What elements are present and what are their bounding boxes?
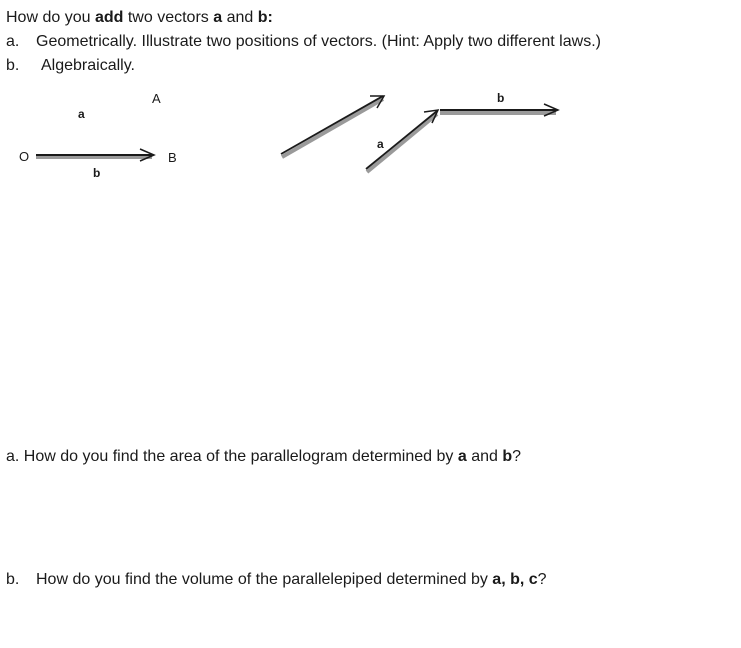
q2b-end: ? <box>537 571 547 588</box>
q2b-text: How do you find the volume of the parallelepiped determined by <box>36 571 488 588</box>
right-vector-diagonal-long <box>281 96 384 157</box>
question-2b <box>6 570 547 590</box>
q2a-bold-b: b <box>502 448 513 465</box>
q1a-text: Geometrically. Illustrate two positions of vectors. (Hint: Apply two different laws.) <box>36 33 601 50</box>
q1a-marker: a. <box>6 33 20 50</box>
q2a-bold-a: a <box>457 448 467 465</box>
q1-prefix: How do you <box>6 9 91 26</box>
label-point-O: O <box>19 149 30 164</box>
q2a-text: How do you find the area of the parallelogram determined by <box>23 448 454 465</box>
q1b-marker: b. <box>6 57 20 74</box>
q1-and: and <box>226 9 254 26</box>
q1-middle: two vectors <box>127 9 209 26</box>
label-vector-b-right: b <box>497 91 505 105</box>
q2a-marker: a. <box>6 448 20 465</box>
q1-bold-a: a <box>213 9 223 26</box>
label-vector-a-right: a <box>377 137 384 151</box>
q1-bold-add: add <box>94 9 124 26</box>
q2a-and: and <box>471 448 498 465</box>
label-point-A: A <box>152 91 161 106</box>
q2b-marker: b. <box>6 571 20 588</box>
q2a-end: ? <box>512 448 522 465</box>
question-2a <box>6 447 521 467</box>
left-vector-ob <box>36 149 154 161</box>
q1b-text: Algebraically. <box>41 57 135 74</box>
label-point-B: B <box>168 150 177 165</box>
label-vector-a-left: a <box>78 107 85 121</box>
q2b-bold-abc: a, b, c <box>492 571 538 588</box>
label-vector-b-left: b <box>93 166 101 180</box>
right-vector-b <box>440 104 558 116</box>
q1-bold-b: b: <box>257 9 273 26</box>
